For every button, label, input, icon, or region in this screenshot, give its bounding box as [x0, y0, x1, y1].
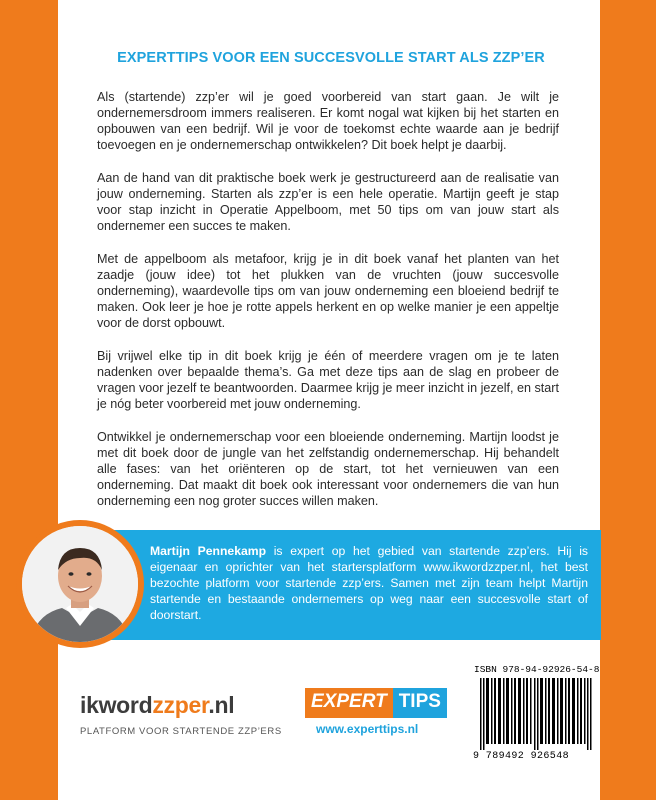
author-bio	[150, 543, 588, 623]
paragraph: Ontwikkel je ondernemerschap voor een bloeiende onderneming. Martijn loodst je met dit boek door de jungle van het zelfstandig ondernemerschap. Hij behandelt alle fases: van het oriënteren op de start, tot het vernieuwen van een onderneming. Dat maakt dit boek ook interessant voor ondernemers die van hun onderneming een nog groter succes willen maken.	[97, 430, 559, 508]
experttips-url: www.experttips.nl	[316, 722, 419, 736]
ikwordzzper-logo	[80, 692, 234, 719]
page-title: EXPERTTIPS VOOR EEN SUCCESVOLLE START ALS ZZP’ER	[117, 50, 545, 66]
logo-expert: EXPERT	[305, 688, 393, 718]
barcode-digits: 9 789492 926548	[473, 751, 570, 762]
experttips-logo	[305, 688, 447, 718]
isbn-text: ISBN 978-94-92926-54-8	[474, 664, 600, 675]
paragraph: Als (startende) zzp’er wil je goed voorbereid van start gaan. Je wilt je ondernemersdroom immers realiseren. Er komt nogal wat kijken bij het starten en opbouwen van een bedrijf. Wil je voor de toekomst echte waarde aan je bedrijf toevoegen en je ondernemerschap ontwikkelen? Dit boek helpt je daarbij.	[97, 90, 559, 152]
paragraph: Aan de hand van dit praktische boek werk je gestructureerd aan de realisatie van jouw onderneming. Starten als zzp’er is een hele operatie. Martijn geeft je stap voor stap inzicht in Operatie Appelboom, met 50 tips om van jouw start als ondernemer een succes te maken.	[97, 171, 559, 233]
author-name: Martijn Pennekamp	[150, 544, 267, 558]
logo-text: ikword	[80, 692, 153, 718]
author-photo	[22, 526, 138, 642]
logo-text-accent: zzper	[152, 692, 209, 718]
ikwordzzper-tagline: PLATFORM VOOR STARTENDE ZZP’ERS	[80, 726, 282, 737]
barcode	[480, 678, 592, 750]
logo-text-tld: .nl	[208, 692, 235, 718]
paragraph: Bij vrijwel elke tip in dit boek krijg je één of meerdere vragen om je te laten nadenken over bepaalde thema’s. Ga met deze tips aan de slag en probeer de vragen voor jezelf te beantwoorden. Daarmee krijg je meer inzicht in jezelf, en start je nóg beter voorbereid met jouw onderneming.	[97, 349, 559, 411]
blurb-text	[97, 89, 559, 526]
author-bio-text: is expert op het gebied van startende zzp’ers. Hij is eigenaar en oprichter van het startersplatform www.ikwordzzper.nl, het best bezochte platform voor startende zzp’ers. Samen met zijn team helpt Martijn startende en bestaande ondernemers op weg naar een succesvolle start of doorstart.	[150, 544, 589, 622]
logo-tips: TIPS	[393, 688, 447, 718]
paragraph: Met de appelboom als metafoor, krijg je in dit boek vanaf het planten van het zaadje (jouw idee) tot het plukken van de vruchten (jouw succesvolle onderneming), waardevolle tips om van jouw onderneming een bloeiend bedrijf te maken. Ook leer je hoe je rotte appels herkent en op welke manier je een appeltje voor de dorst opbouwt.	[97, 252, 559, 330]
